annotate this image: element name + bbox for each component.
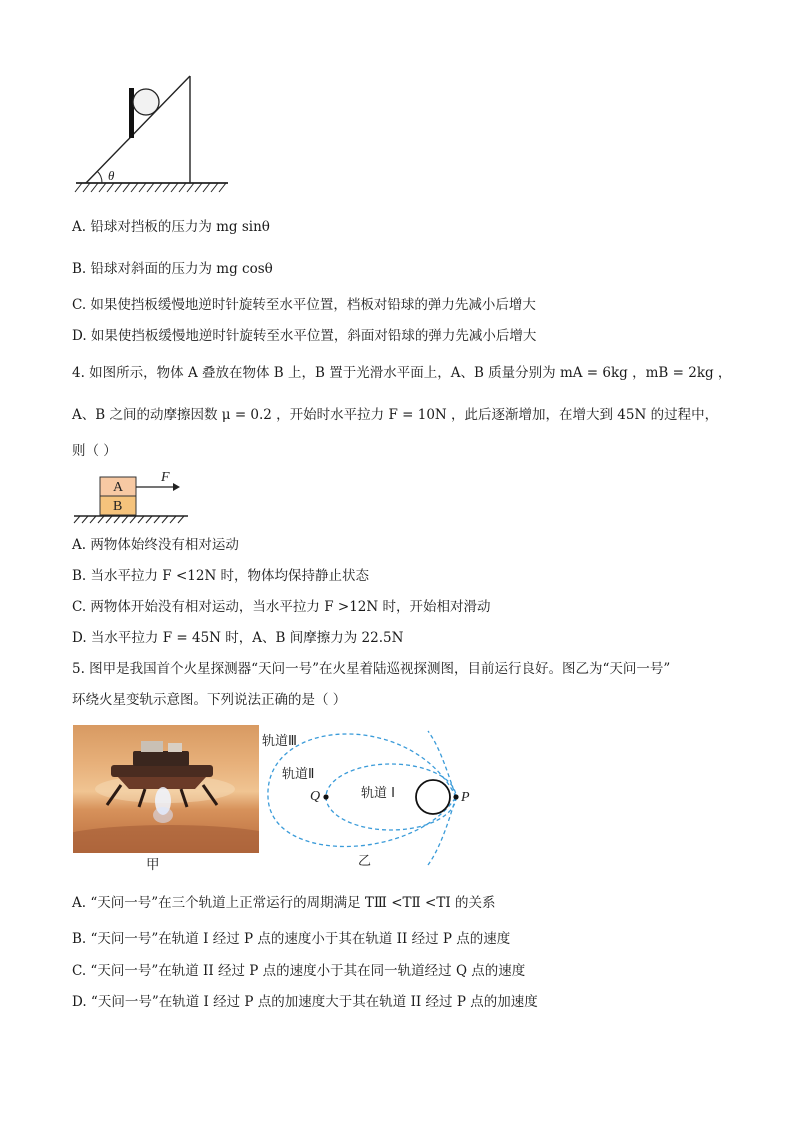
q5-stem-line-2: 环绕火星变轨示意图。下列说法正确的是（ ）: [72, 692, 347, 708]
block-b-label: B: [113, 499, 123, 514]
photo-caption: 甲: [146, 857, 160, 873]
q4-stem-line-2: A、B 之间的动摩擦因数 μ = 0.2 ，开始时水平拉力 F = 10N ，此后逐渐增加，在增大到 45N 的过程中，: [72, 407, 719, 423]
point-q-label: Q: [310, 789, 321, 804]
q3-option-c: C. 如果使挡板缓慢地逆时针旋转至水平位置，档板对铅球的弹力先减小后增大: [72, 297, 536, 313]
q5-option-b: B. “天问一号”在轨道 I 经过 P 点的速度小于其在轨道 II 经过 P 点的速度: [72, 931, 511, 947]
lander-illustration: [73, 725, 259, 853]
q5-option-a: A. “天问一号”在三个轨道上正常运行的周期满足 TⅢ <TⅡ <TⅠ 的关系: [72, 895, 496, 911]
q3-option-d: D. 如果使挡板缓慢地逆时针旋转至水平位置，斜面对铅球的弹力先减小后增大: [72, 328, 537, 344]
orbit-caption: 乙: [358, 854, 372, 869]
block-a-label: A: [113, 480, 124, 495]
point-p-label: P: [461, 790, 470, 805]
q4-option-d: D. 当水平拉力 F = 45N 时，A、B 间摩擦力为 22.5N: [72, 630, 404, 646]
mars-lander-photo: [73, 725, 259, 853]
q3-option-a: A. 铅球对挡板的压力为 mg sinθ: [72, 219, 270, 235]
orbit-2-label: 轨道Ⅱ: [282, 767, 315, 782]
orbit-3-label: 轨道Ⅲ: [262, 734, 297, 749]
angle-label: θ: [108, 168, 115, 183]
q5-option-d: D. “天问一号”在轨道 I 经过 P 点的加速度大于其在轨道 II 经过 P 点的加速度: [72, 994, 538, 1010]
q4-option-c: C. 两物体开始没有相对运动，当水平拉力 F >12N 时，开始相对滑动: [72, 599, 491, 615]
blocks-figure: [70, 468, 195, 524]
orbit-diagram: [262, 727, 494, 871]
q5-stem-line-1: 5. 图甲是我国首个火星探测器“天问一号”在火星着陆巡视探测图，目前运行良好。图乙为“天问一号”: [72, 661, 671, 677]
incline-figure: [70, 72, 235, 194]
q5-option-c: C. “天问一号”在轨道 II 经过 P 点的速度小于其在同一轨道经过 Q 点的速度: [72, 963, 526, 979]
q3-option-b: B. 铅球对斜面的压力为 mg cosθ: [72, 261, 273, 277]
q4-stem-line-1: 4. 如图所示，物体 A 叠放在物体 B 上，B 置于光滑水平面上，A、B 质量分别为 mA = 6kg ，mB = 2kg ，: [72, 365, 732, 381]
q4-option-a: A. 两物体始终没有相对运动: [72, 537, 239, 553]
q4-stem-line-3: 则（ ）: [72, 443, 117, 459]
orbit-1-label: 轨道 I: [361, 786, 395, 801]
q4-option-b: B. 当水平拉力 F <12N 时，物体均保持静止状态: [72, 568, 370, 584]
force-label: F: [161, 470, 170, 485]
